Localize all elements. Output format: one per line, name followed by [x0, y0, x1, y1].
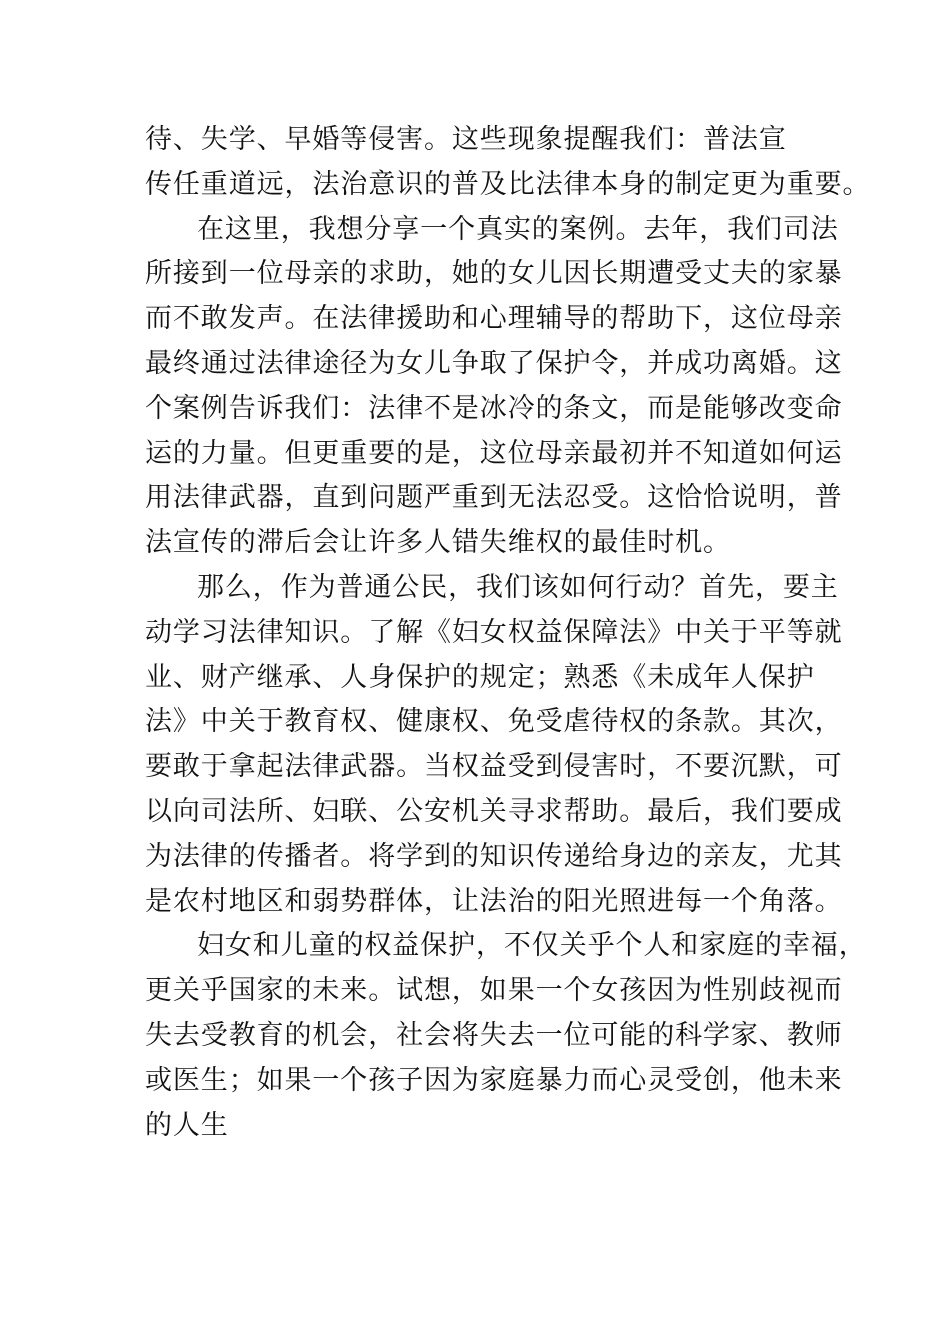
- paragraph-start-line: 在这里，我想分享一个真实的案例。去年，我们司法: [197, 213, 839, 245]
- text-line: 要敢于拿起法律武器。当权益受到侵害时，不要沉默，可: [145, 751, 843, 783]
- text-line: 法宣传的滞后会让许多人错失维权的最佳时机。: [145, 527, 731, 559]
- text-line: 是农村地区和弱势群体，让法治的阳光照进每一个角落。: [145, 885, 843, 917]
- text-line: 个案例告诉我们：法律不是冰冷的条文，而是能够改变命: [145, 392, 843, 424]
- text-line: 待、失学、早婚等侵害。这些现象提醒我们：普法宣: [145, 124, 787, 155]
- text-line: 更关乎国家的未来。试想，如果一个女孩因为性别歧视而: [145, 975, 843, 1007]
- text-line: 而不敢发声。在法律援助和心理辅导的帮助下，这位母亲: [145, 303, 843, 335]
- text-line: 用法律武器，直到问题严重到无法忍受。这恰恰说明，普: [145, 482, 843, 514]
- text-line: 运的力量。但更重要的是，这位母亲最初并不知道如何运: [145, 437, 843, 469]
- text-line: 或医生；如果一个孩子因为家庭暴力而心灵受创，他未来: [145, 1064, 843, 1096]
- text-line: 动学习法律知识。了解《妇女权益保障法》中关于平等就: [145, 616, 843, 648]
- text-line: 最终通过法律途径为女儿争取了保护令，并成功离婚。这: [145, 347, 843, 379]
- text-line: 失去受教育的机会，社会将失去一位可能的科学家、教师: [145, 1019, 843, 1051]
- paragraph-start-line: 妇女和儿童的权益保护，不仅关乎个人和家庭的幸福，: [197, 930, 867, 962]
- text-line: 以向司法所、妇联、公安机关寻求帮助。最后，我们要成: [145, 795, 843, 827]
- text-line: 传任重道远，法治意识的普及比法律本身的制定更为重要。: [145, 168, 871, 200]
- text-line: 业、财产继承、人身保护的规定；熟悉《未成年人保护: [145, 661, 815, 693]
- text-line: 所接到一位母亲的求助，她的女儿因长期遭受丈夫的家暴: [145, 258, 843, 290]
- paragraph-start-line: 那么，作为普通公民，我们该如何行动？首先，要主: [197, 571, 839, 603]
- text-line: 为法律的传播者。将学到的知识传递给身边的亲友，尤其: [145, 840, 843, 872]
- text-line: 的人生: [145, 1109, 229, 1141]
- text-line: 法》中关于教育权、健康权、免受虐待权的条款。其次，: [145, 706, 843, 738]
- body-text: [145, 118, 871, 1148]
